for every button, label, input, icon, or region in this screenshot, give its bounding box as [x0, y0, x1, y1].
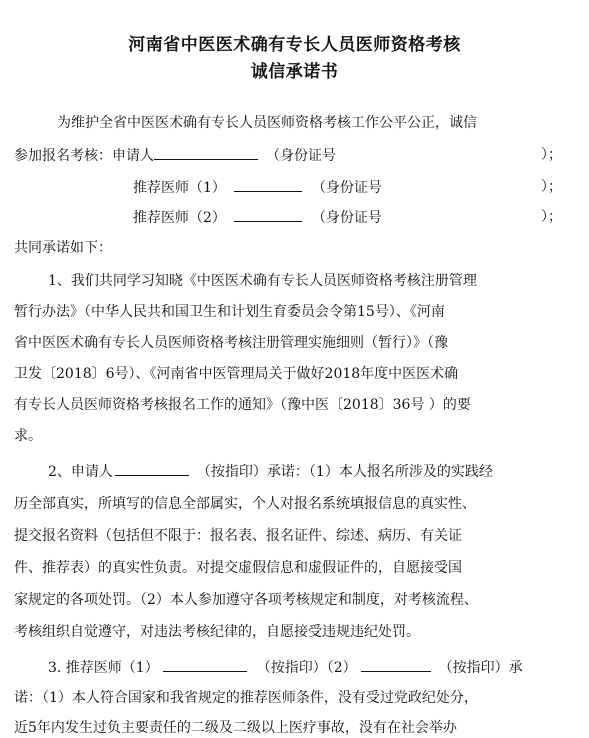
signers-lead: 参加报名考核：	[14, 148, 112, 164]
item3-end: （按指印）承	[438, 660, 523, 676]
recommender1-name-blank[interactable]	[234, 177, 302, 192]
item3-recommender2-blank[interactable]	[361, 657, 431, 672]
item2-applicant-blank[interactable]	[115, 461, 189, 476]
signer-applicant-row	[14, 145, 336, 166]
item3-lead: 3. 推荐医师（1）	[48, 660, 159, 676]
document-title-line2: 诚信承诺书	[250, 62, 339, 82]
item3-first-line	[48, 657, 523, 678]
applicant-label: 申请人	[112, 148, 154, 164]
item2-line: 提交报名资料（包括但不限于：报名表、报名证件、综述、病历、有关证	[14, 528, 462, 544]
document-title-line1: 河南省中医医术确有专长人员医师资格考核	[128, 35, 461, 55]
item1-line: 求。	[14, 428, 42, 444]
recommender2-id-label: （身份证号	[311, 210, 382, 226]
item1-line: 省中医医术确有专长人员医师资格考核注册管理实施细则（暂行）》（豫	[14, 335, 448, 351]
item1-line: 有专长人员医师资格考核报名工作的通知》（豫中医〔2018〕36号 ）的要	[14, 397, 471, 413]
item3-line: 诺：（1）本人符合国家和我省规定的推荐医师条件，没有受过党政纪处分，	[14, 690, 478, 706]
item1-line: 卫发〔2018〕6号）、《河南省中医管理局关于做好2018年度中医医术确	[14, 366, 459, 382]
applicant-name-blank[interactable]	[154, 145, 258, 160]
recommender1-label: 推荐医师（1）	[133, 180, 226, 196]
item3-line: 近5年内发生过负主要责任的二级及二级以上医疗事故，没有在社会举办	[14, 720, 457, 736]
item3-mid: （按指印）（2）	[256, 660, 357, 676]
joint-commitment-heading: 共同承诺如下：	[14, 240, 112, 256]
item2-line: 件、推荐表）的真实性负责。对提交虚假信息和虚假证件的，自愿接受国	[14, 560, 462, 576]
item1-line: 1、我们共同学习知晓《中医医术确有专长人员医师资格考核注册管理	[48, 273, 477, 289]
item2-line: 历全部真实，所填写的信息全部属实，个人对报名系统填报信息的真实性、	[14, 496, 476, 512]
recommender1-id-label: （身份证号	[311, 180, 382, 196]
item2-line: 考核组织自觉遵守，对违法考核纪律的，自愿接受违规违纪处罚。	[14, 624, 420, 640]
item2-rest: （按指印）承诺：（1）本人报名所涉及的实践经	[196, 464, 493, 480]
item2-line: 家规定的各项处罚。（2）本人参加遵守各项考核规定和制度，对考核流程、	[14, 592, 478, 608]
item3-recommender1-blank[interactable]	[163, 657, 247, 672]
applicant-id-close: ）；	[541, 147, 562, 163]
item1-line: 暂行办法》（中华人民共和国卫生和计划生育委员会令第15号）、《河南	[14, 304, 445, 320]
recommender2-name-blank[interactable]	[234, 207, 302, 222]
signer-recommender1-row	[133, 177, 382, 198]
signer-recommender2-row	[133, 207, 382, 228]
item2-lead: 2、申请人	[48, 464, 113, 480]
recommender2-label: 推荐医师（2）	[133, 210, 226, 226]
applicant-id-label: （身份证号	[266, 148, 336, 164]
recommender1-id-close: ）；	[541, 179, 562, 195]
item2-first-line	[48, 461, 493, 482]
recommender2-id-close: ）；	[541, 209, 562, 225]
intro-line: 为维护全省中医医术确有专长人员医师资格考核工作公平公正，诚信	[57, 115, 477, 131]
